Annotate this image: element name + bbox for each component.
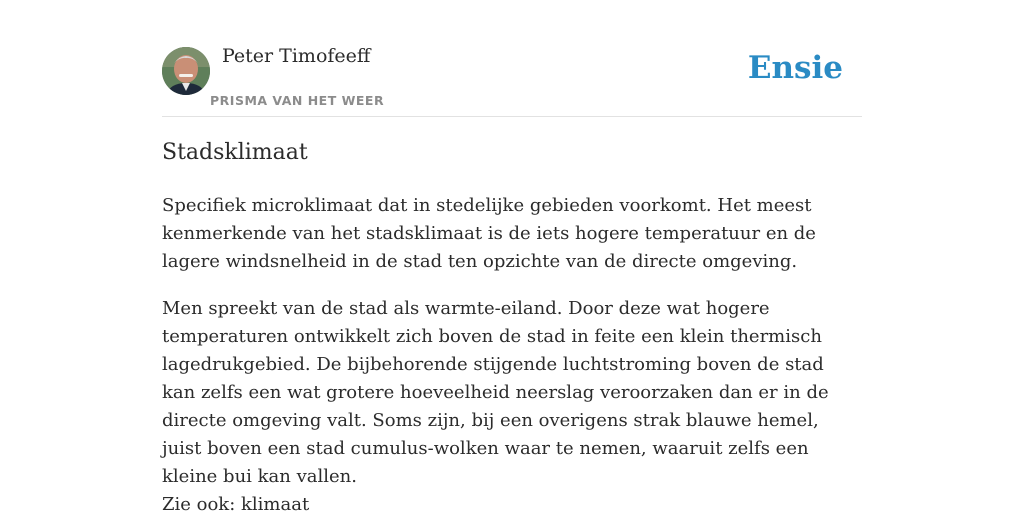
entry-paragraph-2: Men spreekt van de stad als warmte-eiland. Door deze wat hogere temperaturen ontwikkelt zich boven de stad in feite een klein thermisch lagedrukgebied. De bijbehorende stijgende luchtstroming boven de stad kan zelfs een wat grotere hoeveelheid neerslag veroorzaken dan er in de directe omgeving valt. Soms zijn, bij een overigens strak blauwe hemel, juist boven een stad cumulus-wolken waar te nemen, waaruit zelfs een kleine bui kan vallen. bbox=[162, 298, 829, 487]
entry-paragraph-1: Specifiek microklimaat dat in stedelijke gebieden voorkomt. Het meest kenmerkende van het stadsklimaat is de iets hogere temperatuur en de lagere windsnelheid in de stad ten opzichte van de directe omgeving. bbox=[162, 195, 816, 272]
author-name[interactable]: Peter Timofeeff bbox=[222, 45, 371, 67]
publication-name[interactable]: PRISMA VAN HET WEER bbox=[210, 93, 385, 108]
entry-header bbox=[162, 0, 862, 117]
ensie-logo[interactable]: Ensie bbox=[747, 50, 843, 86]
see-also-link[interactable]: Zie ook: klimaat bbox=[162, 494, 310, 515]
entry-title: Stadsklimaat bbox=[162, 140, 308, 165]
author-photo-icon bbox=[162, 47, 210, 95]
entry-page bbox=[162, 0, 862, 515]
author-avatar[interactable] bbox=[162, 47, 210, 95]
